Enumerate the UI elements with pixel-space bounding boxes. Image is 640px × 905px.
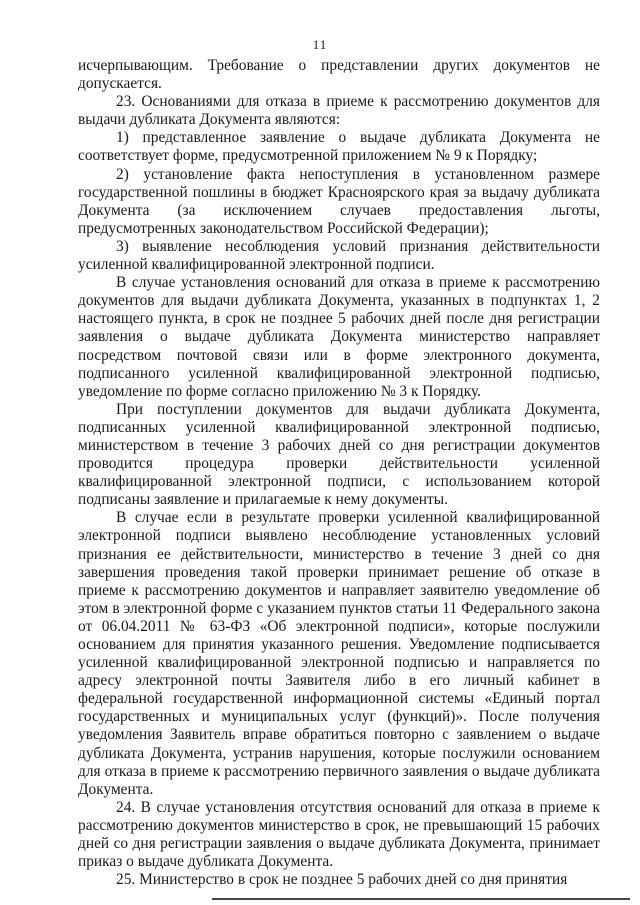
page-number: 11	[312, 37, 328, 52]
paragraph-item-25: 25. Министерство в срок не позднее 5 рабочих дней со дня принятия	[116, 871, 568, 889]
paragraph-subitem-3: 3) выявление несоблюдения условий признания действительности усиленной квалифицированной электронной подписи.	[78, 237, 600, 274]
bottom-rule	[212, 898, 630, 900]
paragraph-refusal-notice: В случае установления оснований для отказа в приеме к рассмотрению документов для выдачи дубликата Документа, указанных в подпунктах 1, 2 настоящего пункта, в срок не позднее 5 рабочих дней после дня регистрации заявления о выдаче дубликата Документа министерство направляет посредством почтовой связи или в форме электронного документа, подписанного усиленной квалифицированной электронной подписью, уведомление по форме согласно приложению № 3 к Порядку.	[78, 274, 600, 400]
paragraph-signature-check: При поступлении документов для выдачи дубликата Документа, подписанных усиленной квалифицированной электронной подписью, министерством в течение 3 рабочих дней со дня регистрации документов проводится процедура проверки действительности усиленной квалифицированной электронной подписи, с использованием которой подписаны заявление и прилагаемые к нему документы.	[78, 400, 600, 509]
paragraph-signature-invalid: В случае если в результате проверки усиленной квалифицированной электронной подписи выявлено несоблюдение установленных условий признания ее действительности, министерство в течение 3 дней со дня завершения проведения такой проверки принимает решение об отказе в приеме к рассмотрению документов и направляет заявителю уведомление об этом в электронной форме с указанием пунктов статьи 11 Федерального закона от 06.04.2011 № 63-ФЗ «Об электронной подписи», которые послужили основанием для принятия указанного решения. Уведомление подписывается усиленной квалифицированной электронной подписью и направляется по адресу электронной почты Заявителя либо в его личный кабинет в федеральной государственной информационной системы «Единый портал государственных и муниципальных услуг (функций)». После получения уведомления Заявитель вправе обратиться повторно с заявлением о выдаче дубликата Документа, устранив нарушения, которые послужили основанием для отказа в приеме к рассмотрению первичного заявления о выдаче дубликата Документа.	[78, 509, 600, 798]
paragraph-item-23: 23. Основаниями для отказа в приеме к рассмотрению документов для выдачи дубликата Документа являются:	[78, 93, 600, 129]
paragraph-continuation: исчерпывающим. Требование о представлении других документов не допускается.	[78, 57, 600, 93]
paragraph-subitem-1: 1) представленное заявление о выдаче дубликата Документа не соответствует форме, предусмотренной приложением № 9 к Порядку;	[78, 129, 600, 165]
paragraph-subitem-2: 2) установление факта непоступления в установленном размере государственной пошлины в бюджет Красноярского края за выдачу дубликата Документа (за исключением случаев предоставления льготы, предусмотренных законодательством Российской Федерации);	[78, 165, 600, 237]
paragraph-item-24: 24. В случае установления отсутствия оснований для отказа в приеме к рассмотрению документов министерство в срок, не превышающий 15 рабочих дней со дня регистрации заявления о выдаче дубликата Документа, принимает приказ о выдаче дубликата Документа.	[78, 798, 600, 871]
document-body	[78, 57, 600, 889]
